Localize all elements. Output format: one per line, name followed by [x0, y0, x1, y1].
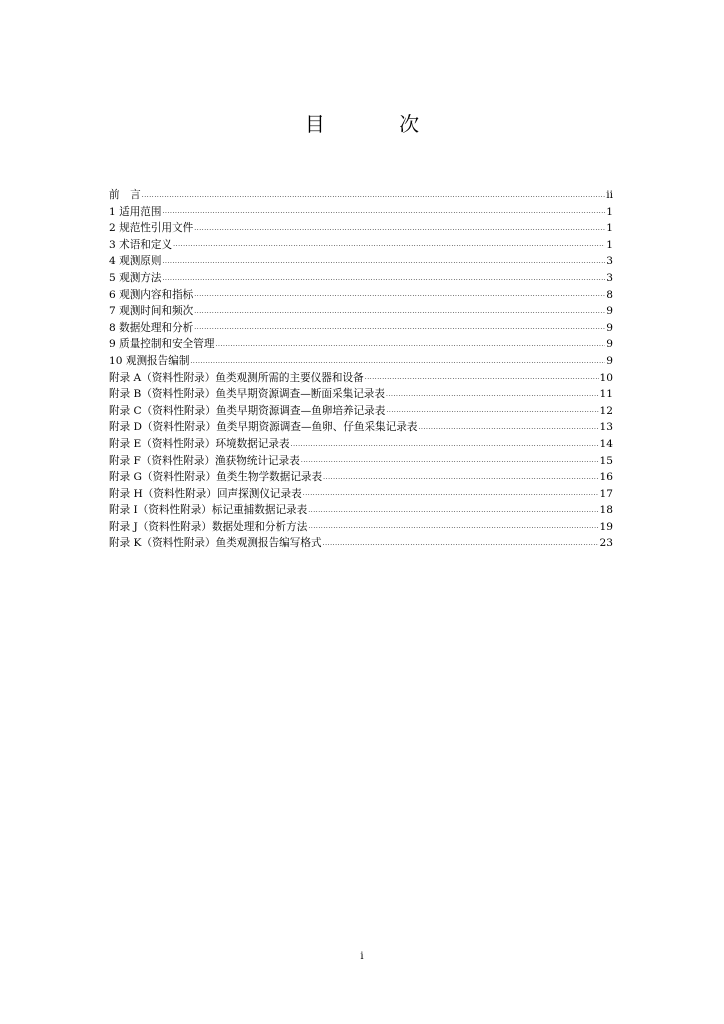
- toc-entry-title: 3 术语和定义: [109, 238, 173, 251]
- toc-entry[interactable]: [109, 535, 613, 552]
- toc-dot-leader: [291, 441, 599, 449]
- toc-entry-title: 附录 B（资料性附录）鱼类早期资源调查—断面采集记录表: [109, 388, 385, 401]
- toc-entry-page: 1: [606, 238, 613, 251]
- toc-entry-page: 19: [599, 520, 613, 533]
- toc-dot-leader: [194, 324, 605, 332]
- toc-entry-page: 9: [606, 321, 613, 334]
- page-title: 目 次: [304, 112, 454, 136]
- toc-dot-leader: [194, 291, 605, 299]
- toc-entry[interactable]: [109, 336, 613, 353]
- toc-dot-leader: [386, 391, 599, 399]
- toc-entry-page: 14: [599, 437, 613, 450]
- table-of-contents: [109, 187, 613, 552]
- toc-dot-leader: [194, 225, 605, 233]
- toc-entry-page: 9: [606, 305, 613, 318]
- toc-entry-title: 附录 C（资料性附录）鱼类早期资源调查—鱼卵培养记录表: [109, 404, 386, 417]
- toc-dot-leader: [162, 208, 605, 216]
- toc-entry-title: 1 适用范围: [109, 205, 162, 218]
- toc-entry[interactable]: [109, 419, 613, 436]
- toc-entry-title: 2 规范性引用文件: [109, 222, 194, 235]
- toc-entry[interactable]: [109, 287, 613, 304]
- toc-entry-page: 15: [599, 454, 613, 467]
- toc-dot-leader: [162, 258, 605, 266]
- toc-entry-title: 前 言: [109, 189, 141, 201]
- toc-entry-title: 附录 K（资料性附录）鱼类观测报告编写格式: [109, 537, 322, 550]
- toc-entry-page: 9: [606, 338, 613, 351]
- toc-entry[interactable]: [109, 320, 613, 337]
- toc-entry-page: 11: [599, 388, 613, 401]
- toc-dot-leader: [418, 424, 598, 432]
- toc-entry[interactable]: [109, 253, 613, 270]
- toc-entry-title: 附录 G（资料性附录）鱼类生物学数据记录表: [109, 471, 323, 484]
- toc-entry-page: 12: [599, 404, 613, 417]
- toc-entry[interactable]: [109, 436, 613, 453]
- toc-entry-page: 3: [606, 271, 613, 284]
- toc-entry[interactable]: [109, 220, 613, 237]
- toc-entry-page: ii: [606, 189, 613, 201]
- toc-entry-title: 附录 F（资料性附录）渔获物统计记录表: [109, 454, 300, 467]
- toc-entry[interactable]: [109, 502, 613, 519]
- toc-dot-leader: [303, 490, 599, 498]
- toc-entry-page: 16: [599, 471, 613, 484]
- toc-dot-leader: [365, 374, 599, 382]
- toc-dot-leader: [323, 540, 599, 548]
- toc-dot-leader: [323, 474, 598, 482]
- toc-entry-title: 10 观测报告编制: [109, 354, 190, 367]
- page-number: i: [360, 951, 364, 962]
- toc-entry-page: 18: [599, 504, 613, 517]
- toc-entry[interactable]: [109, 486, 613, 503]
- toc-entry[interactable]: [109, 204, 613, 221]
- toc-entry[interactable]: [109, 386, 613, 403]
- toc-dot-leader: [308, 523, 598, 531]
- toc-entry-title: 9 质量控制和安全管理: [109, 338, 215, 351]
- toc-entry-title: 附录 E（资料性附录）环境数据记录表: [109, 437, 290, 450]
- toc-entry-page: 23: [599, 537, 613, 550]
- toc-entry[interactable]: [109, 403, 613, 420]
- toc-dot-leader: [190, 358, 605, 366]
- toc-entry[interactable]: [109, 237, 613, 254]
- toc-entry-page: 10: [599, 371, 613, 384]
- toc-entry-title: 附录 D（资料性附录）鱼类早期资源调查—鱼卵、仔鱼采集记录表: [109, 421, 418, 434]
- toc-entry[interactable]: [109, 453, 613, 470]
- toc-dot-leader: [173, 241, 605, 249]
- toc-dot-leader: [162, 275, 605, 283]
- toc-dot-leader: [308, 507, 598, 515]
- toc-entry-page: 3: [606, 255, 613, 268]
- toc-entry-page: 1: [606, 222, 613, 235]
- toc-entry-title: 7 观测时间和频次: [109, 305, 194, 318]
- toc-entry-page: 9: [606, 354, 613, 367]
- toc-entry[interactable]: [109, 303, 613, 320]
- toc-entry-title: 附录 H（资料性附录）回声探测仪记录表: [109, 487, 302, 500]
- toc-entry-title: 5 观测方法: [109, 271, 162, 284]
- toc-entry[interactable]: [109, 270, 613, 287]
- toc-entry[interactable]: [109, 187, 613, 204]
- toc-entry[interactable]: [109, 370, 613, 387]
- toc-entry-title: 6 观测内容和指标: [109, 288, 194, 301]
- toc-entry-page: 17: [599, 487, 613, 500]
- toc-dot-leader: [386, 407, 598, 415]
- toc-dot-leader: [142, 192, 605, 200]
- toc-entry[interactable]: [109, 353, 613, 370]
- toc-entry[interactable]: [109, 519, 613, 536]
- toc-entry-page: 8: [606, 288, 613, 301]
- toc-entry-title: 8 数据处理和分析: [109, 321, 194, 334]
- toc-entry-title: 附录 J（资料性附录）数据处理和分析方法: [109, 520, 308, 533]
- toc-entry-title: 附录 I（资料性附录）标记重捕数据记录表: [109, 504, 308, 517]
- toc-dot-leader: [194, 308, 605, 316]
- toc-dot-leader: [301, 457, 599, 465]
- toc-dot-leader: [215, 341, 605, 349]
- toc-entry-title: 附录 A（资料性附录）鱼类观测所需的主要仪器和设备: [109, 371, 364, 384]
- toc-entry[interactable]: [109, 469, 613, 486]
- toc-entry-page: 1: [606, 205, 613, 218]
- toc-entry-title: 4 观测原则: [109, 255, 162, 268]
- toc-entry-page: 13: [599, 421, 613, 434]
